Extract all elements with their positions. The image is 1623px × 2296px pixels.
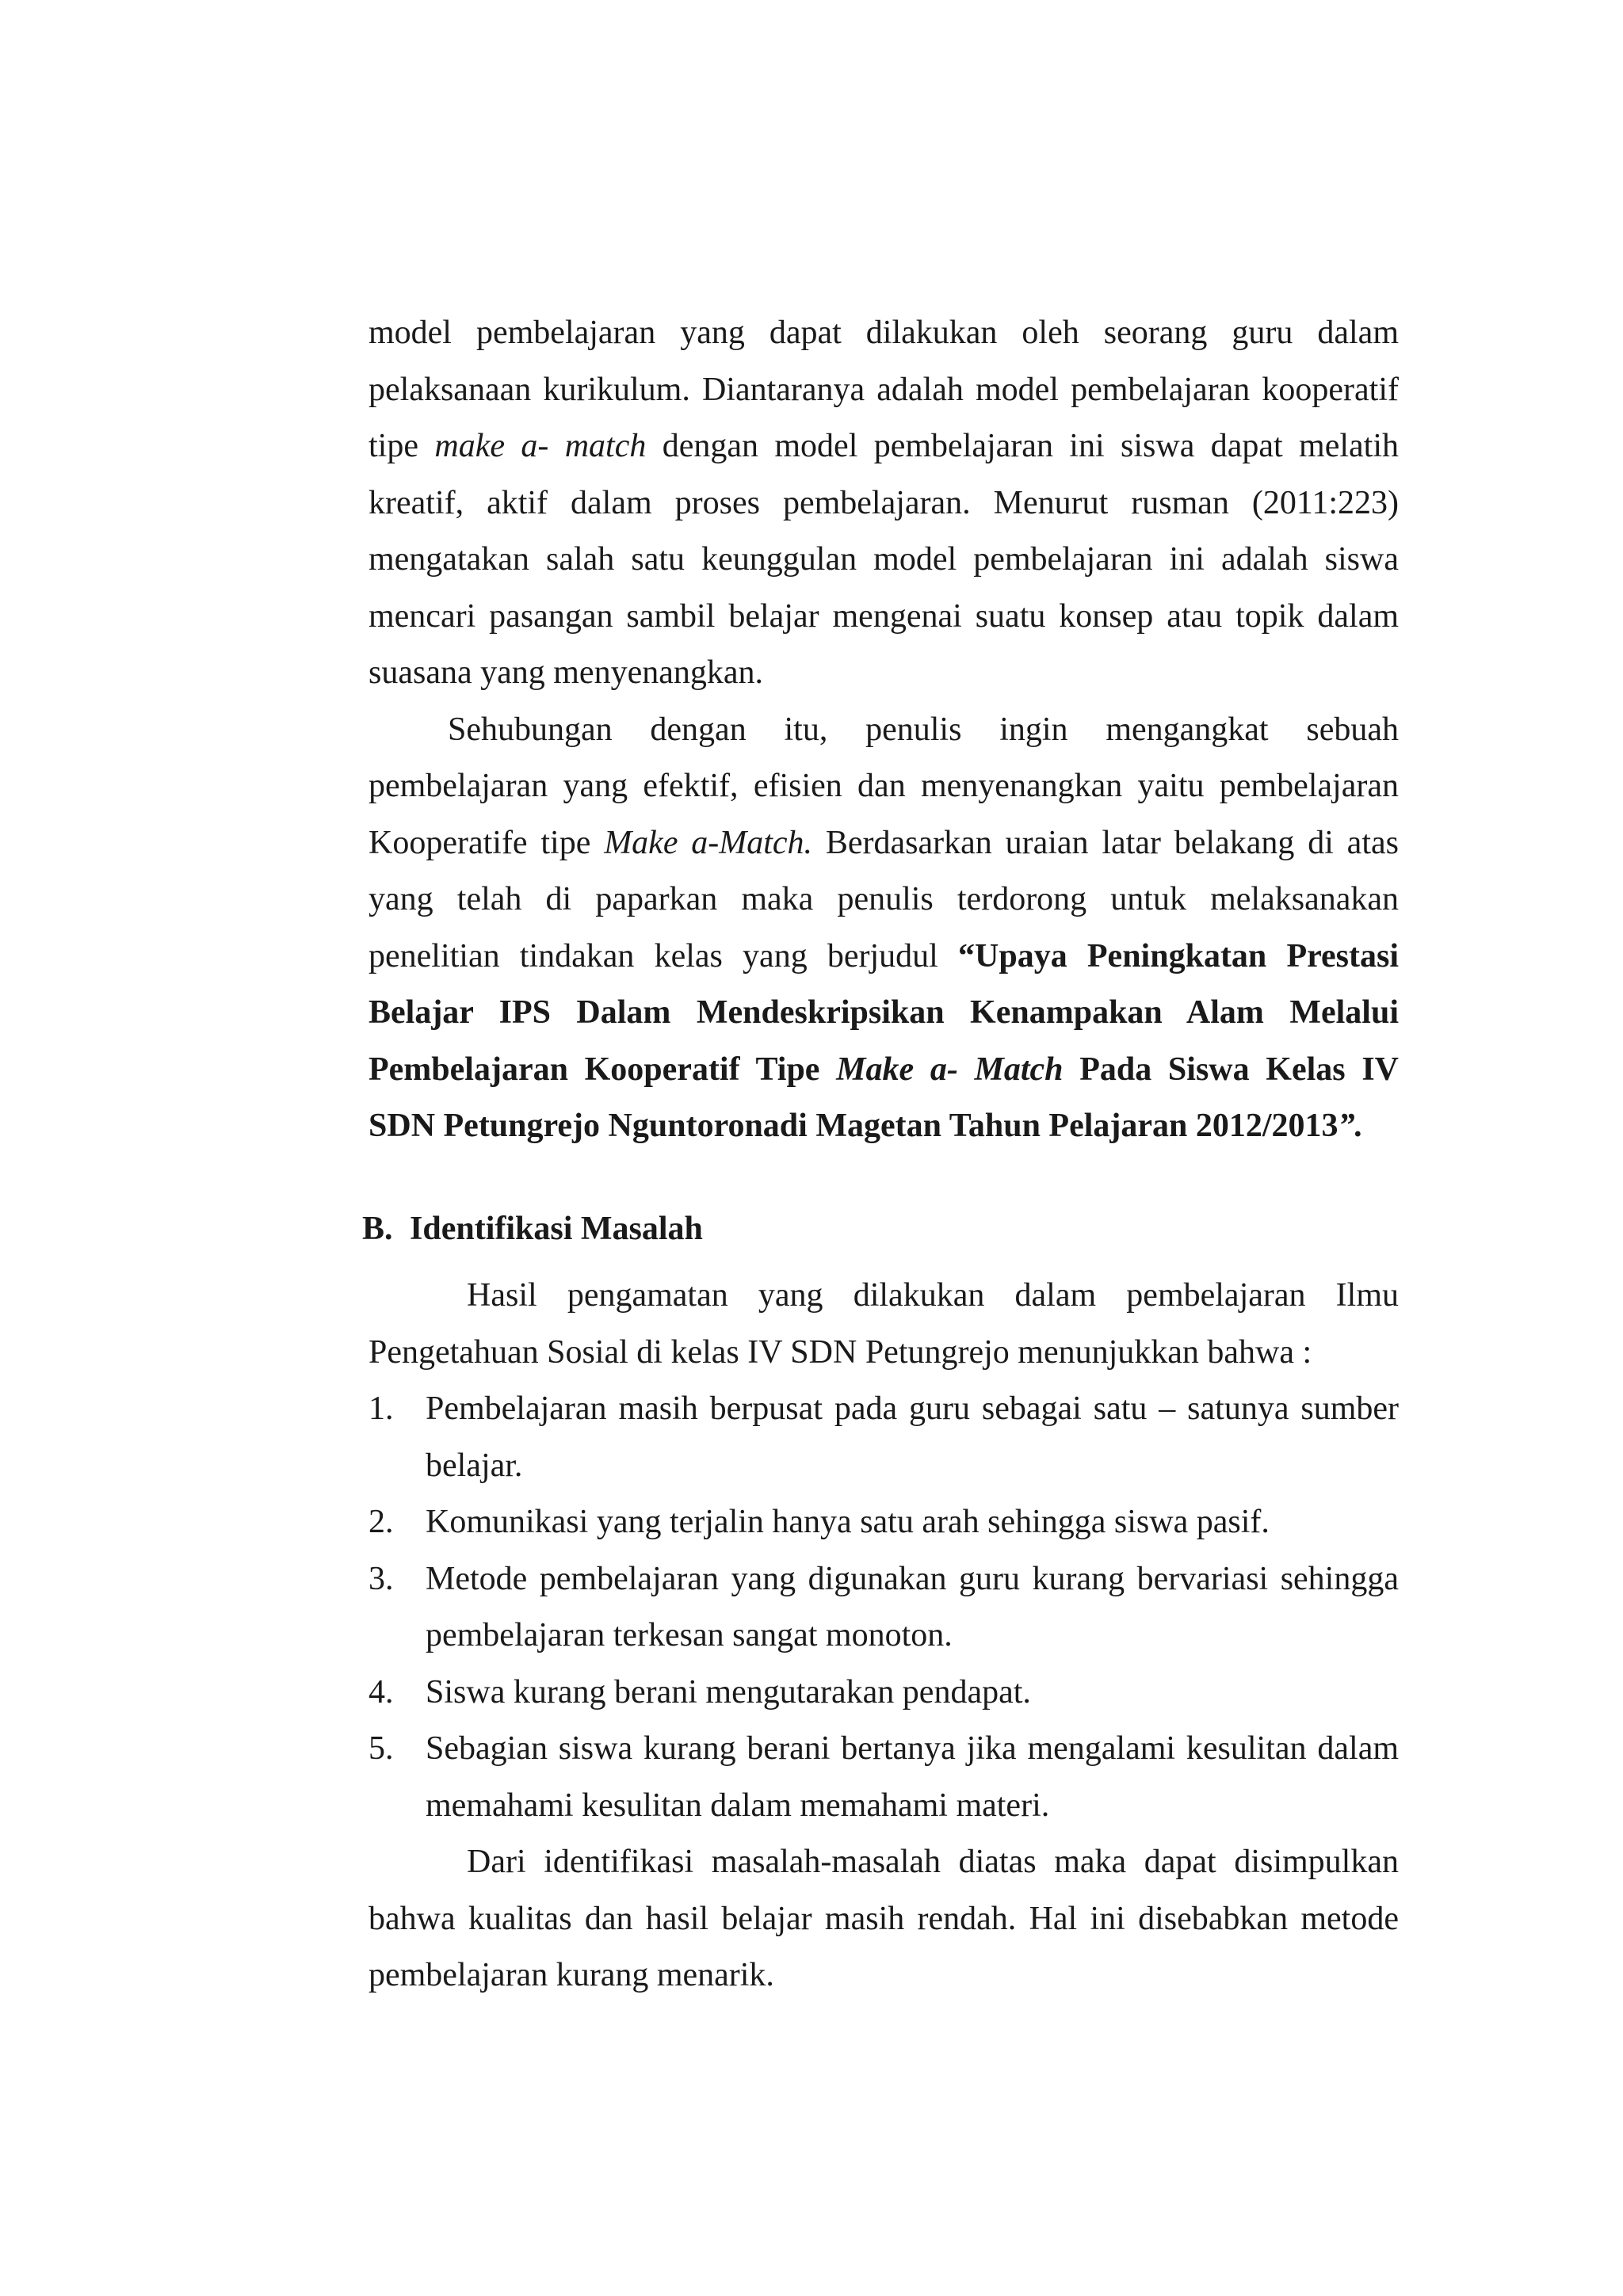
list-number: 2. <box>369 1504 394 1540</box>
list-item <box>369 1494 1399 1551</box>
list-item-text: Sebagian siswa kurang berani bertanya jika mengalami kesulitan dalam memahami kesulitan dalam memahami materi. <box>426 1730 1399 1824</box>
research-title-text: “Upaya Peningkatan Prestasi Belajar IPS Dalam Mendeskripsikan Kenampakan Alam Melalui Pembelajaran Kooperatif Tipe <box>369 937 1399 1088</box>
section-letter: B. <box>362 1210 393 1247</box>
italic-term: make a- match <box>434 428 647 464</box>
list-number: 4. <box>369 1673 394 1711</box>
section-heading <box>362 1201 1392 1258</box>
list-item <box>369 1551 1399 1665</box>
research-title-text: Pada Siswa Kelas IV SDN Petungrejo Nguntoronadi Magetan Tahun Pelajaran 2012/2013 <box>369 1051 1399 1144</box>
list-item-text: Metode pembelajaran yang digunakan guru kurang bervariasi sehingga pembelajaran terkesan sangat monoton. <box>426 1560 1399 1653</box>
paragraph-text: model pembelajaran yang dapat dilakukan oleh seorang guru dalam pelaksanaan kurikulum. Diantaranya adalah model pembelajaran kooperatif tipe <box>369 315 1399 464</box>
list-number: 3. <box>369 1560 394 1597</box>
list-item-text: Siswa kurang berani mengutarakan pendapat. <box>426 1673 1031 1711</box>
research-title-closing-quote: ”. <box>1338 1108 1364 1144</box>
list-item <box>369 1721 1399 1834</box>
paragraph-sehubungan <box>369 702 1399 1155</box>
paragraph-text: dengan model pembelajaran ini siswa dapat melatih kreatif, aktif dalam proses pembelajaran. Menurut rusman (2011:223) mengatakan salah satu keunggulan model pembelajaran ini adalah siswa mencari pasangan sambil belajar mengenai suatu konsep atau topik dalam suasana yang menyenangkan. <box>369 428 1400 691</box>
paragraph-model-pembelajaran <box>369 305 1399 702</box>
research-title-italic: Make a- Match <box>836 1051 1064 1088</box>
italic-term: Make a-Match. <box>604 824 813 861</box>
page-content <box>362 305 1400 2004</box>
problem-list <box>369 1381 1399 1834</box>
list-item-text: Pembelajaran masih berpusat pada guru sebagai satu – satunya sumber belajar. <box>426 1390 1399 1484</box>
section-title: Identifikasi Masalah <box>410 1210 703 1247</box>
paragraph-text: Sehubungan dengan itu, penulis ingin mengangkat sebuah pembelajaran yang efektif, efisien dan menyenangkan yaitu pembelajaran Kooperatife tipe <box>369 711 1399 861</box>
paragraph-kesimpulan: Dari identifikasi masalah-masalah diatas maka dapat disimpulkan bahwa kualitas dan hasil belajar masih rendah. Hal ini disebabkan metode pembelajaran kurang menarik. <box>369 1844 1399 1993</box>
list-number: 5. <box>369 1730 394 1767</box>
paragraph-text: Berdasarkan uraian latar belakang di atas yang telah di paparkan maka penulis terdorong untuk melaksanakan penelitian tindakan kelas yang berjudul <box>369 824 1399 974</box>
paragraph-hasil-pengamatan: Hasil pengamatan yang dilakukan dalam pembelajaran Ilmu Pengetahuan Sosial di kelas IV SDN Petungrejo menunjukkan bahwa : <box>369 1277 1399 1371</box>
list-item <box>369 1665 1399 1722</box>
list-item-text: Komunikasi yang terjalin hanya satu arah sehingga siswa pasif. <box>426 1504 1270 1540</box>
list-item <box>369 1381 1399 1494</box>
list-number: 1. <box>369 1390 394 1427</box>
